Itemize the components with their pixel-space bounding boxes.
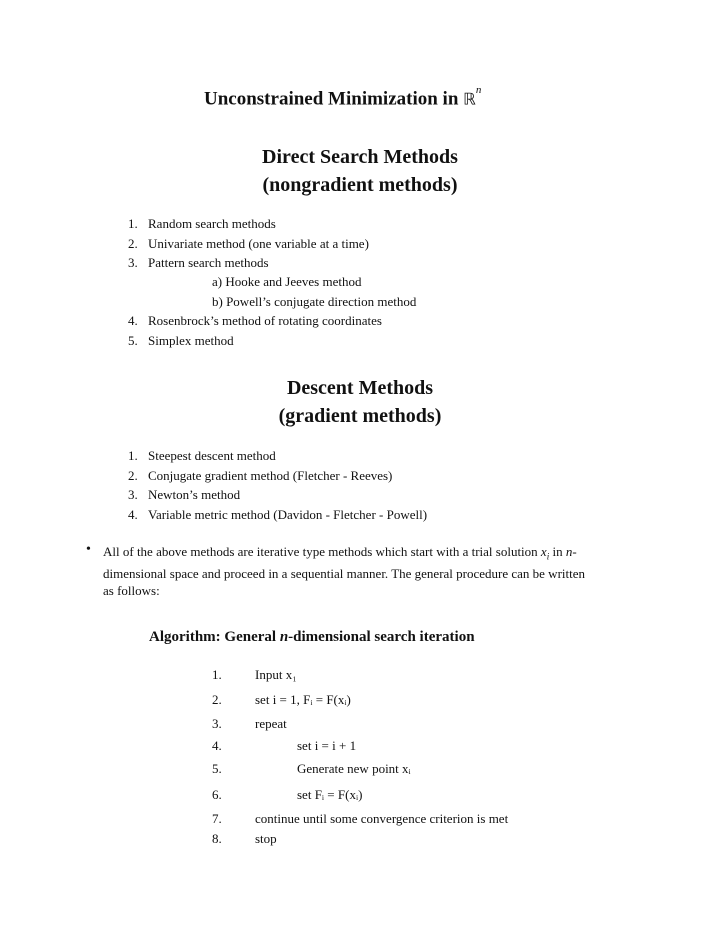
- page-title: [204, 84, 482, 110]
- list-item: 2.: [128, 236, 138, 251]
- list-item: 1.: [128, 448, 138, 463]
- set-symbol: ℝ: [463, 89, 476, 109]
- step-number: 2.: [212, 692, 222, 707]
- list-item-text: Variable metric method (Davidon - Fletcher - Powell): [148, 507, 428, 522]
- direct-heading-line1: Direct Search Methods: [262, 146, 458, 168]
- list-item-text: Rosenbrock’s method of rotating coordinates: [148, 313, 382, 328]
- step-text: Generate new point xᵢ: [297, 761, 411, 776]
- direct-heading-line2: (nongradient methods): [262, 174, 458, 196]
- list-item-text: Newton’s method: [148, 487, 241, 502]
- sub-item: b) Powell’s conjugate direction method: [212, 294, 417, 309]
- step-number: 3.: [212, 716, 222, 731]
- bullet-line-2: dimensional space and proceed in a sequential manner. The general procedure can be written: [103, 566, 586, 581]
- step-text: continue until some convergence criterion is met: [255, 811, 509, 826]
- descent-heading-line1: Descent Methods: [286, 377, 434, 399]
- list-item: 1.: [128, 216, 138, 231]
- step-text: stop: [255, 831, 277, 846]
- set-exponent: n: [475, 84, 482, 96]
- step-text: set Fᵢ = F(xᵢ): [297, 787, 363, 802]
- list-item: 3.: [128, 255, 138, 270]
- step-text: repeat: [255, 716, 287, 731]
- list-item: 5.: [128, 333, 138, 348]
- step-text: set i = 1, Fᵢ = F(xᵢ): [255, 692, 351, 707]
- list-item-text: Steepest descent method: [148, 448, 276, 463]
- list-item: 2.: [128, 468, 138, 483]
- bullet-icon: •: [86, 542, 91, 557]
- step-number: 7.: [212, 811, 222, 826]
- list-item-text: Conjugate gradient method (Fletcher - Reeves): [148, 468, 393, 483]
- list-item-text: Pattern search methods: [148, 255, 269, 270]
- list-item: 4.: [128, 507, 138, 522]
- step-number: 6.: [212, 787, 222, 802]
- list-item: 4.: [128, 313, 138, 328]
- sub-item: a) Hooke and Jeeves method: [212, 274, 362, 289]
- step-number: 8.: [212, 831, 222, 846]
- step-number: 5.: [212, 761, 222, 776]
- list-item-text: Univariate method (one variable at a time): [148, 236, 369, 251]
- step-number: 4.: [212, 738, 222, 753]
- algorithm-title: Algorithm: General n-dimensional search iteration: [149, 629, 475, 645]
- bullet-line-1: All of the above methods are iterative type methods which start with a trial solution $x_i$ in n-: [103, 544, 577, 562]
- descent-heading-line2: (gradient methods): [278, 405, 442, 427]
- bullet-line-3: as follows:: [103, 583, 160, 598]
- list-item-text: Simplex method: [148, 333, 234, 348]
- step-number: 1.: [212, 667, 222, 682]
- page-title-text: Unconstrained Minimization in: [204, 88, 464, 110]
- list-item-text: Random search methods: [148, 216, 276, 231]
- step-text: set i = i + 1: [297, 738, 357, 753]
- step-text: Input x₁: [255, 667, 297, 682]
- list-item: 3.: [128, 487, 138, 502]
